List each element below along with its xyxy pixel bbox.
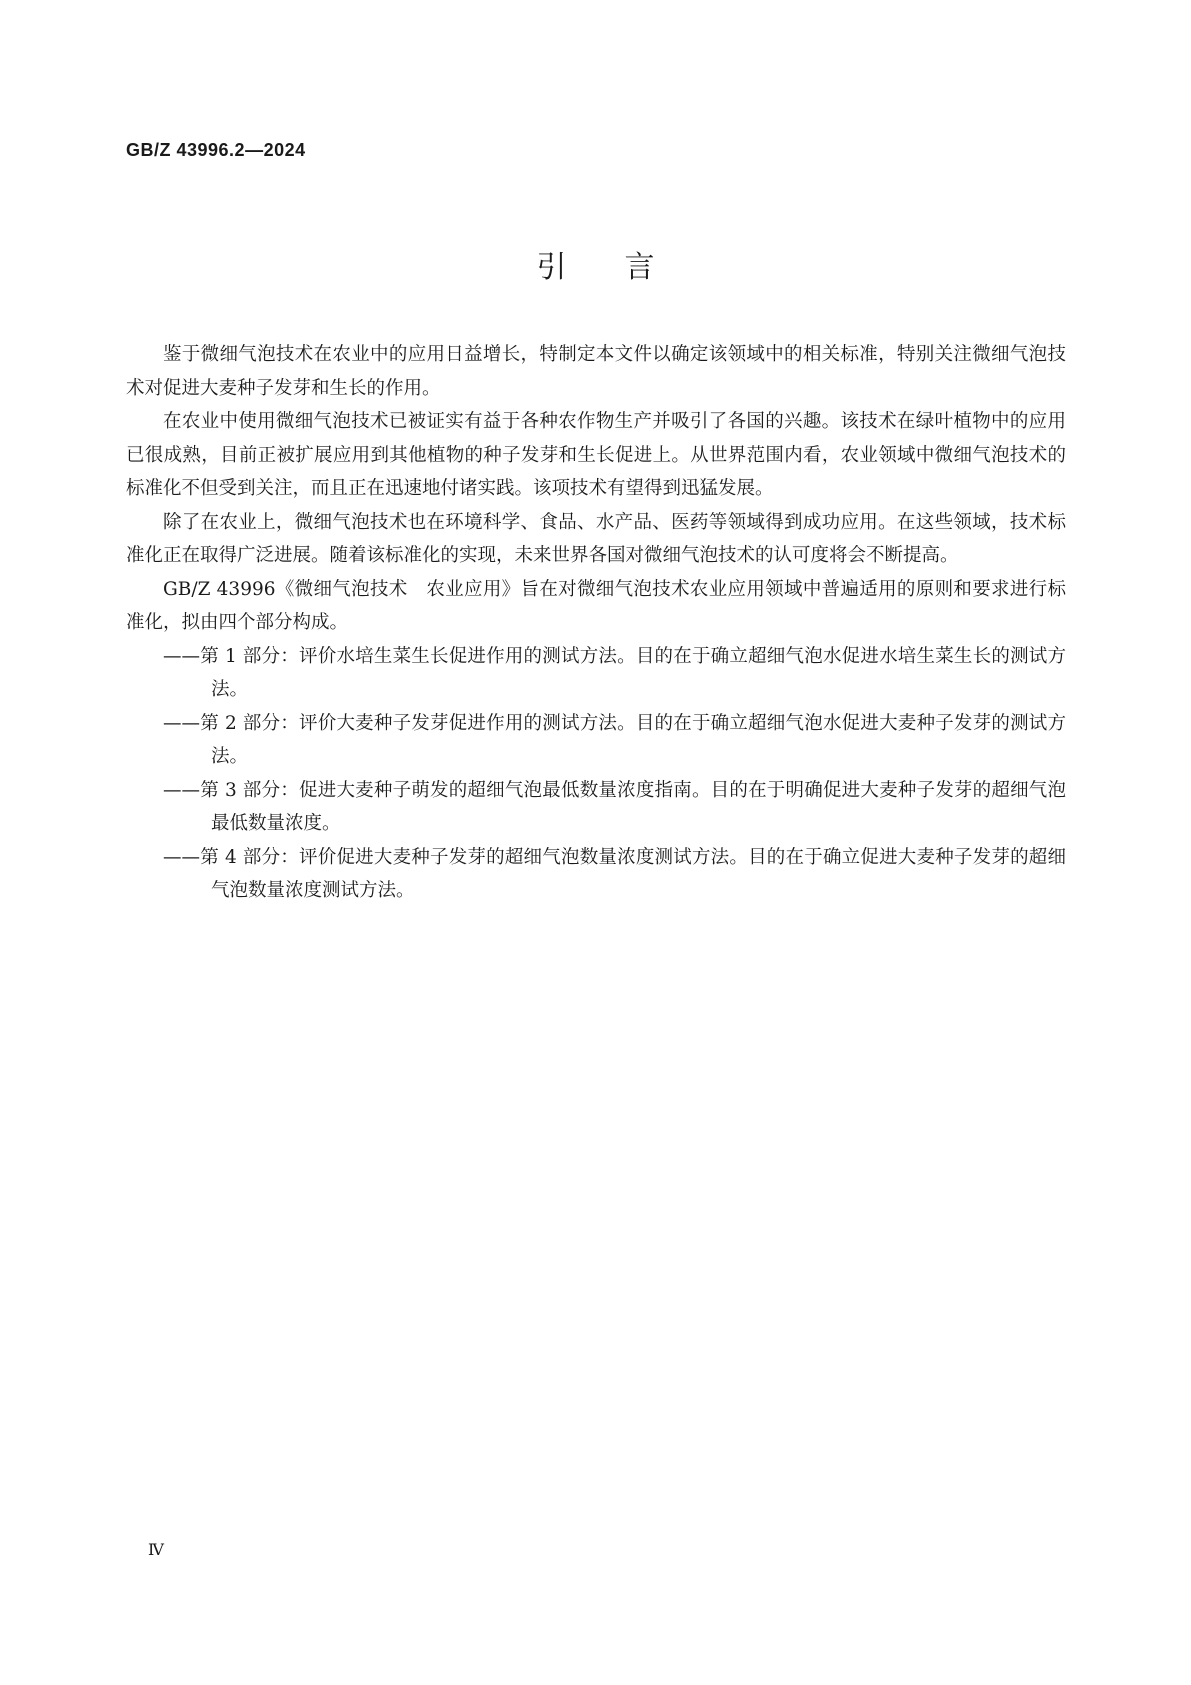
standard-code: GB/Z 43996.2—2024 bbox=[126, 140, 306, 160]
part-list-item: ——第 1 部分：评价水培生菜生长促进作用的测试方法。目的在于确立超细气泡水促进水培生菜生长的测试方法。 bbox=[163, 645, 1066, 700]
paragraph: 在农业中使用微细气泡技术已被证实有益于各种农作物生产并吸引了各国的兴趣。该技术在绿叶植物中的应用已很成熟，目前正被扩展应用到其他植物的种子发芽和生长促进上。从世界范围内看，农业领域中微细气泡技术的标准化不但受到关注，而且正在迅速地付诸实践。该项技术有望得到迅猛发展。 bbox=[126, 411, 1066, 499]
paragraph: 除了在农业上，微细气泡技术也在环境科学、食品、水产品、医药等领域得到成功应用。在这些领域，技术标准化正在取得广泛进展。随着该标准化的实现，未来世界各国对微细气泡技术的认可度将会不断提高。 bbox=[126, 511, 1066, 566]
page-title: 引言 bbox=[536, 250, 713, 285]
part-list-item: ——第 4 部分：评价促进大麦种子发芽的超细气泡数量浓度测试方法。目的在于确立促进大麦种子发芽的超细气泡数量浓度测试方法。 bbox=[163, 846, 1066, 901]
part-list-item: ——第 3 部分：促进大麦种子萌发的超细气泡最低数量浓度指南。目的在于明确促进大麦种子发芽的超细气泡最低数量浓度。 bbox=[163, 779, 1066, 834]
paragraph: GB/Z 43996《微细气泡技术 农业应用》旨在对微细气泡技术农业应用领域中普遍适用的原则和要求进行标准化，拟由四个部分构成。 bbox=[126, 578, 1066, 633]
paragraph: 鉴于微细气泡技术在农业中的应用日益增长，特制定本文件以确定该领域中的相关标准，特别关注微细气泡技术对促进大麦种子发芽和生长的作用。 bbox=[126, 344, 1066, 399]
introduction-body bbox=[126, 338, 1066, 908]
part-list-item: ——第 2 部分：评价大麦种子发芽促进作用的测试方法。目的在于确立超细气泡水促进大麦种子发芽的测试方法。 bbox=[163, 712, 1066, 767]
page-number: Ⅳ bbox=[148, 1540, 164, 1559]
